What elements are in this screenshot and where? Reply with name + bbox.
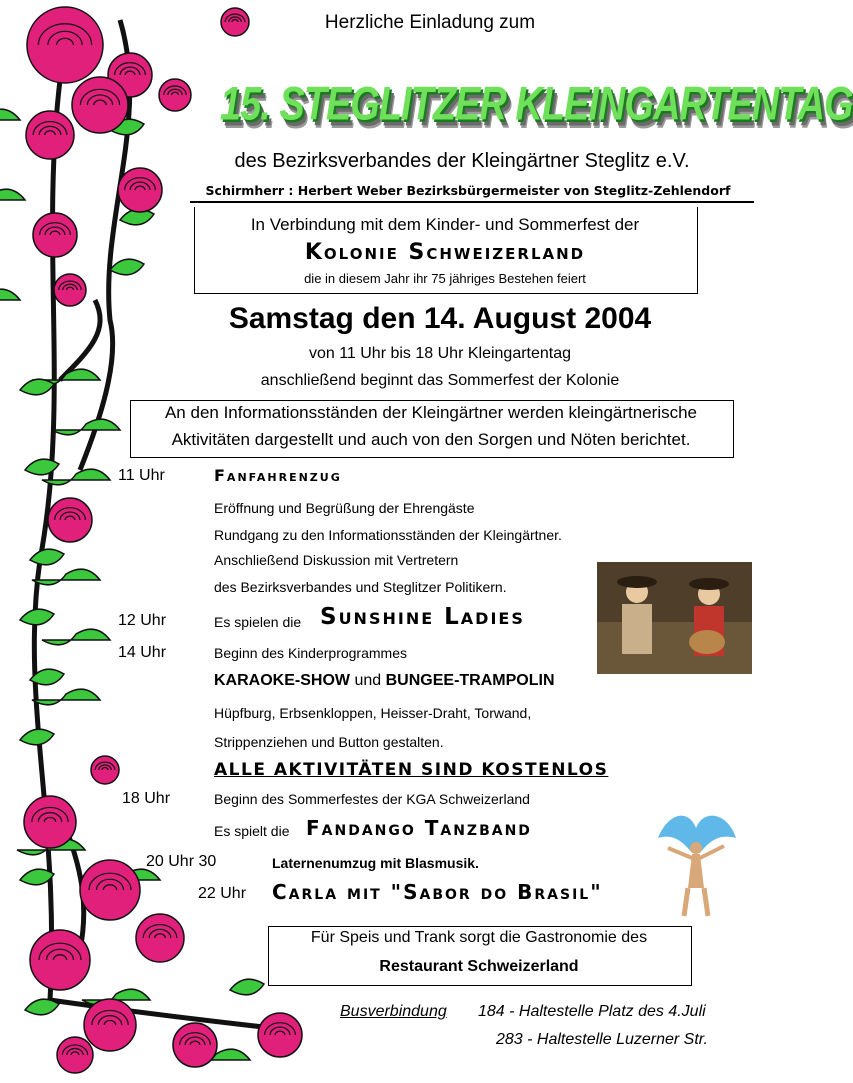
leaf-shape bbox=[20, 609, 54, 625]
kinder-line: Beginn des Kinderprogrammes bbox=[214, 645, 407, 661]
intro-text: Herzliche Einladung zum bbox=[324, 12, 536, 33]
time-14: 14 Uhr bbox=[118, 644, 167, 661]
verband-line: des Bezirksverbandes der Kleingärtner Steglitz e.V. bbox=[234, 150, 690, 172]
sommerfest-line: Beginn des Sommerfestes der KGA Schweizerland bbox=[214, 791, 530, 807]
spielen-text: Es spielen die bbox=[214, 614, 302, 630]
time-20-30: 20 Uhr 30 bbox=[146, 853, 217, 870]
time-12: 12 Uhr bbox=[118, 612, 167, 629]
event-line-3: Anschließend Diskussion mit Vertretern bbox=[214, 552, 459, 568]
leaf-shape bbox=[30, 549, 64, 565]
info-line-1: An den Informationsständen der Kleingärtner werden kleingärtnerische bbox=[164, 403, 698, 422]
leaf-shape bbox=[25, 459, 59, 475]
rose-flower bbox=[91, 756, 119, 784]
leaf-shape bbox=[20, 729, 54, 745]
leaf-shape bbox=[110, 259, 144, 275]
rose-flower bbox=[136, 914, 184, 962]
rose-flower bbox=[84, 999, 136, 1051]
leaf-shape bbox=[42, 629, 110, 645]
rose-flower bbox=[54, 274, 86, 306]
schirmherr-line: Schirmherr : Herbert Weber Bezirksbürgermeister von Steglitz-Zehlendorf bbox=[205, 183, 731, 198]
jubilaeum-line: die in diesem Jahr ihr 75 jähriges Bestehen feiert bbox=[304, 271, 586, 286]
bus-line-184: 184 - Haltestelle Platz des 4.Juli bbox=[478, 1003, 706, 1020]
rose-flower bbox=[33, 213, 77, 257]
date-headline: Samstag den 14. August 2004 bbox=[228, 302, 652, 335]
leaf-shape bbox=[0, 289, 20, 305]
bungee-text: BUNGEE-TRAMPOLIN bbox=[385, 672, 555, 689]
bus-label: Busverbindung bbox=[340, 1003, 447, 1020]
rose-flower bbox=[72, 77, 128, 133]
rose-flower bbox=[57, 1037, 93, 1073]
und-text: und bbox=[354, 672, 382, 689]
leaf-shape bbox=[20, 379, 54, 395]
karaoke-text: KARAOKE-SHOW bbox=[214, 672, 350, 689]
rose-flower bbox=[24, 796, 76, 848]
kinder-activities-1: Hüpfburg, Erbsenkloppen, Heisser-Draht, Torwand, bbox=[214, 705, 532, 721]
rose-flower bbox=[258, 1013, 302, 1057]
carla-line: Carla mit "Sabor do Brasil" bbox=[272, 880, 603, 904]
leaf-shape bbox=[230, 979, 264, 995]
rose-flower bbox=[118, 168, 162, 212]
laterne-line: Laternenumzug mit Blasmusik. bbox=[272, 855, 479, 871]
spielt-text: Es spielt die bbox=[214, 823, 290, 839]
gastro-line-1: Für Speis und Trank sorgt die Gastronomie des bbox=[310, 929, 648, 946]
event-line-2: Rundgang zu den Informationsständen der Kleingärtner. bbox=[214, 527, 562, 543]
time-line-1: von 11 Uhr bis 18 Uhr Kleingartentag bbox=[308, 345, 572, 362]
time-line-2: anschließend beginnt das Sommerfest der Kolonie bbox=[260, 372, 620, 389]
rose-flower bbox=[26, 111, 74, 159]
rose-flower bbox=[27, 7, 103, 83]
event-line-4: des Bezirksverbandes und Steglitzer Politikern. bbox=[214, 579, 507, 595]
fandango-tanzband: Fandango Tanzband bbox=[306, 816, 532, 840]
karaoke-line bbox=[214, 672, 555, 690]
time-22: 22 Uhr bbox=[198, 885, 247, 902]
rose-flower bbox=[30, 930, 90, 990]
gastro-line-2: Restaurant Schweizerland bbox=[379, 958, 579, 975]
kolonie-name: Kolonie Schweizerland bbox=[304, 240, 586, 265]
event-title: 15. STEGLITZER KLEINGARTENTAG bbox=[220, 78, 853, 131]
leaf-shape bbox=[32, 569, 100, 585]
time-18: 18 Uhr bbox=[122, 790, 171, 807]
leaf-shape bbox=[32, 689, 100, 705]
fanfare-title: Fanfahrenzug bbox=[214, 466, 342, 485]
rose-flower bbox=[173, 1023, 217, 1067]
leaf-shape bbox=[52, 419, 120, 435]
sunshine-ladies: Sunshine Ladies bbox=[320, 604, 525, 630]
divider bbox=[190, 201, 754, 203]
rose-flower bbox=[159, 79, 191, 111]
kolonie-intro: In Verbindung mit dem Kinder- und Sommerfest der bbox=[250, 215, 640, 234]
event-line-1: Eröffnung und Begrüßung der Ehrengäste bbox=[214, 500, 475, 516]
kostenlos-banner: ALLE AKTIVITÄTEN SIND KOSTENLOS bbox=[214, 760, 609, 780]
kinder-activities-2: Strippenziehen und Button gestalten. bbox=[214, 734, 444, 750]
leaf-shape bbox=[25, 999, 59, 1015]
leaf-shape bbox=[0, 109, 20, 125]
time-11: 11 Uhr bbox=[118, 467, 165, 484]
bus-line-283: 283 - Haltestelle Luzerner Str. bbox=[496, 1031, 708, 1048]
leaf-shape bbox=[0, 189, 25, 205]
band-photo bbox=[597, 562, 752, 674]
dancer-illustration bbox=[648, 808, 744, 918]
rose-flower bbox=[80, 860, 140, 920]
rose-flower bbox=[48, 498, 92, 542]
info-line-2: Aktivitäten dargestellt und auch von den Sorgen und Nöten berichtet. bbox=[171, 430, 691, 449]
